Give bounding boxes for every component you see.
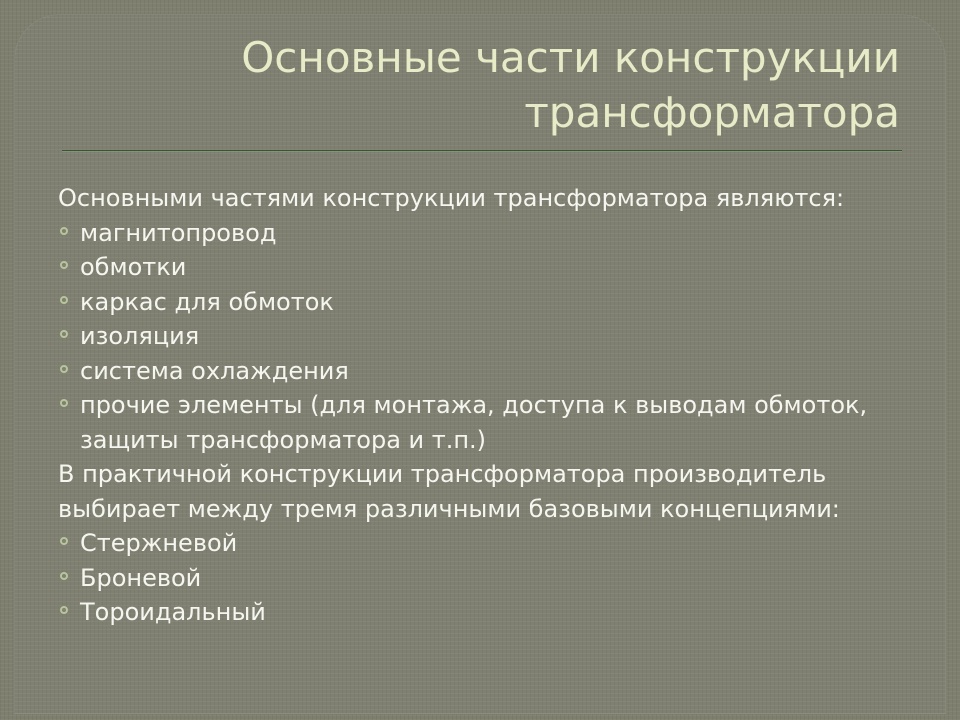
list-item-concept [58, 561, 908, 596]
part-label: изоляция [80, 322, 200, 350]
part-label: система охлаждения [80, 356, 349, 385]
list-item-part [58, 388, 908, 457]
part-label: обмотки [80, 253, 187, 281]
ring-bullet-icon [60, 296, 68, 304]
list-item-part [58, 354, 908, 389]
ring-bullet-icon [60, 261, 68, 269]
concept-label: Тороидальный [80, 598, 266, 626]
ring-bullet-icon [60, 537, 68, 545]
concepts-list [58, 526, 908, 630]
list-item-part [58, 250, 908, 285]
ring-bullet-icon [60, 572, 68, 580]
title-line-2: трансформатора [524, 88, 900, 137]
part-label: магнитопровод [80, 218, 277, 247]
concept-label: Броневой [80, 563, 202, 592]
ring-bullet-icon [60, 330, 68, 338]
slide-title [60, 30, 900, 140]
list-item-concept [58, 595, 908, 630]
part-label: прочие элементы (для монтажа, доступа к выводам обмоток, защиты трансформатора и т.п.) [80, 391, 868, 454]
ring-bullet-icon [60, 365, 68, 373]
list-item-part [58, 216, 908, 251]
ring-bullet-icon [60, 227, 68, 235]
ring-bullet-icon [60, 606, 68, 614]
slide-content [58, 181, 908, 630]
concept-label: Стержневой [80, 529, 238, 557]
list-item-part [58, 319, 908, 354]
intro-text: Основными частями конструкции трансформатора являются: [58, 184, 845, 212]
title-divider [62, 150, 902, 151]
list-item-concept [58, 526, 908, 561]
list-item-part [58, 285, 908, 320]
concepts-intro-text: В практичной конструкции трансформатора производитель выбирает между тремя различными базовыми концепциями: [58, 460, 840, 523]
title-line-1: Основные части конструкции [241, 33, 900, 82]
parts-list [58, 216, 908, 458]
part-label: каркас для обмоток [80, 287, 334, 316]
ring-bullet-icon [60, 399, 68, 407]
